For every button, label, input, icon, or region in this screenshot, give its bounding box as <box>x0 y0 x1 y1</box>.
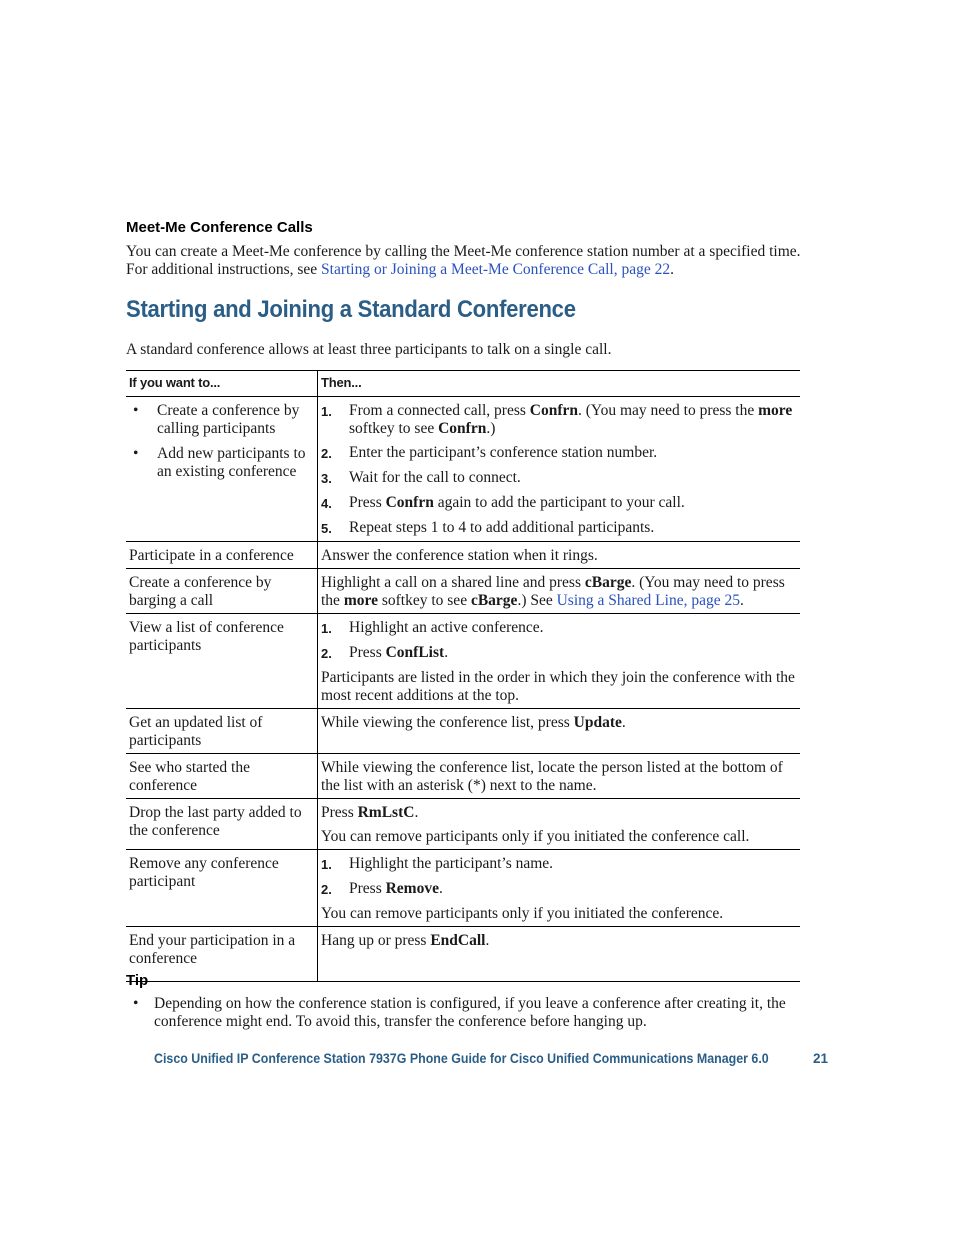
row-want: Participate in a conference <box>126 542 318 569</box>
table-row <box>126 542 800 569</box>
table-row <box>126 927 800 982</box>
footer-title: Cisco Unified IP Conference Station 7937G Phone Guide for Cisco Unified Communications Manager 6.0 <box>154 1051 769 1066</box>
table-row <box>126 614 800 709</box>
page-number: 21 <box>813 1051 829 1066</box>
step-item: 2. Press Remove. <box>321 880 443 897</box>
row-then: Press RmLstC. You can remove participants only if you initiated the conference call. <box>318 799 801 850</box>
step-item: 2. Press ConfList. <box>321 644 449 661</box>
table-row <box>126 397 800 542</box>
row-want: End your participation in a conference <box>126 927 318 982</box>
table-row <box>126 709 800 754</box>
row-then: Hang up or press EndCall. <box>318 927 801 982</box>
bullet-item: • Create a conference by calling participants <box>133 402 300 437</box>
tip-heading: Tip <box>126 972 149 989</box>
row-want: Drop the last party added to the conference <box>126 799 318 850</box>
step-item: 2. Enter the participant’s conference station number. <box>321 444 658 461</box>
row-want <box>126 397 318 542</box>
link-meetme-instructions[interactable]: Starting or Joining a Meet-Me Conference Call, page 22 <box>321 261 671 278</box>
step-item: 3. Wait for the call to connect. <box>321 469 521 486</box>
row-note: You can remove participants only if you initiated the conference. <box>321 905 724 922</box>
row-then <box>318 614 801 709</box>
step-item: 5. Repeat steps 1 to 4 to add additional participants. <box>321 519 655 536</box>
row-want: View a list of conference participants <box>126 614 318 709</box>
step-item: 1. From a connected call, press Confrn. (You may need to press the more softkey to see Confrn.) <box>321 402 793 437</box>
table-row <box>126 799 800 850</box>
row-note: Participants are listed in the order in which they join the conference with the most recent additions at the top. <box>321 669 795 704</box>
table-row <box>126 754 800 799</box>
row-want: See who started the conference <box>126 754 318 799</box>
bullet-icon: • <box>133 995 139 1012</box>
step-item: 1. Highlight an active conference. <box>321 619 544 636</box>
step-item: 4. Press Confrn again to add the participant to your call. <box>321 494 685 511</box>
row-then: Highlight a call on a shared line and press cBarge. (You may need to press the more softkey to see cBarge.) See Using a Shared Line, page 25. <box>318 569 801 614</box>
link-shared-line[interactable]: Using a Shared Line, page 25 <box>556 592 740 609</box>
column-header-want: If you want to... <box>126 371 318 397</box>
row-want: Create a conference by barging a call <box>126 569 318 614</box>
row-then: While viewing the conference list, press Update. <box>318 709 801 754</box>
section-heading-meetme: Meet-Me Conference Calls <box>126 219 313 236</box>
tip-item <box>133 995 813 1031</box>
tip-text: Depending on how the conference station is configured, if you leave a conference after creating it, the conference might end. To avoid this, transfer the conference before hanging up. <box>154 995 786 1030</box>
page-title: Starting and Joining a Standard Conference <box>126 296 576 323</box>
table-row <box>126 850 800 927</box>
meetme-paragraph: You can create a Meet-Me conference by calling the Meet-Me conference station number at a specified time. For additional instructions, see Starting or Joining a Meet-Me Conference Call, page 22. <box>126 243 801 278</box>
table-header-row <box>126 371 800 397</box>
row-then <box>318 850 801 927</box>
conference-table <box>126 370 800 982</box>
column-header-then: Then... <box>318 371 801 397</box>
row-then: Answer the conference station when it rings. <box>318 542 801 569</box>
row-want: Get an updated list of participants <box>126 709 318 754</box>
row-then: While viewing the conference list, locate the person listed at the bottom of the list with an asterisk (*) next to the name. <box>318 754 801 799</box>
row-want: Remove any conference participant <box>126 850 318 927</box>
row-then <box>318 397 801 542</box>
bullet-item: • Add new participants to an existing conference <box>133 445 306 480</box>
table-row <box>126 569 800 614</box>
standard-intro: A standard conference allows at least three participants to talk on a single call. <box>126 341 612 358</box>
step-item: 1. Highlight the participant’s name. <box>321 855 554 872</box>
row-note: You can remove participants only if you initiated the conference call. <box>321 828 750 845</box>
